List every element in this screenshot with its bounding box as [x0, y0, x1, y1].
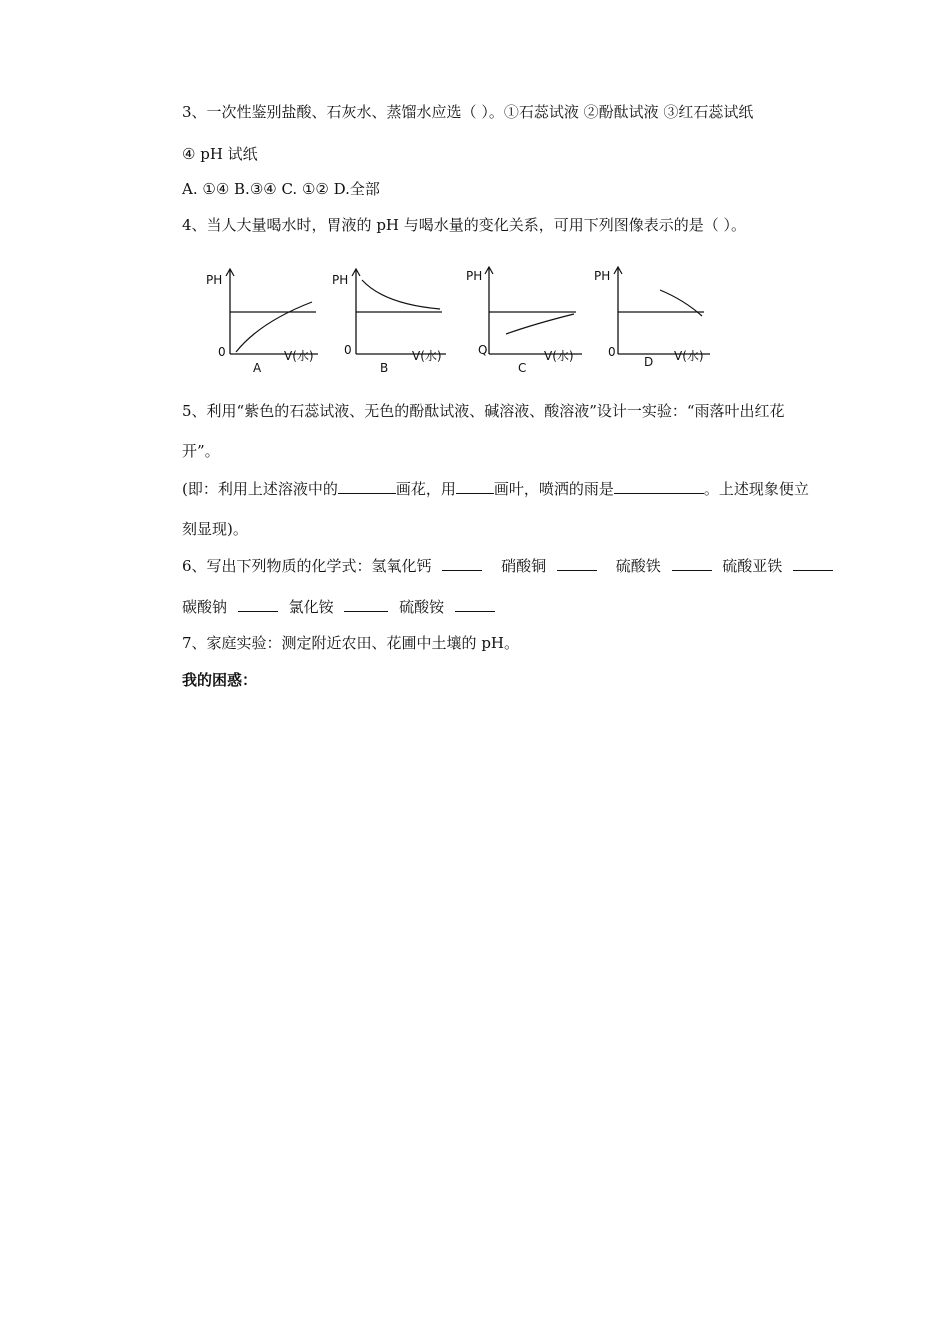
q5-text-a: (即：利用上述溶液中的 [182, 480, 338, 498]
q5-blank-rain[interactable] [614, 479, 704, 494]
q6-blank-2[interactable] [557, 556, 597, 571]
q6-blank-5[interactable] [238, 597, 278, 612]
q3-line1: 3、一次性鉴别盐酸、石灰水、蒸馏水应选（ ）。①石蕊试液 ②酚酞试液 ③红石蕊试纸 [182, 103, 754, 121]
graph-d-option: D [644, 355, 654, 369]
graph-c-origin: Q [478, 343, 488, 357]
graph-a-y-label: PH [206, 273, 223, 287]
graph-d [592, 262, 717, 380]
q5-line1: 5、利用“紫色的石蕊试液、无色的酚酞试液、碱溶液、酸溶液”设计一实验：“雨落叶出红花 [182, 402, 785, 420]
q5-text-c: 画叶，喷洒的雨是 [493, 480, 614, 498]
q4-text: 4、当人大量喝水时，胃液的 pH 与喝水量的变化关系，可用下列图像表示的是（ ）。 [182, 216, 747, 234]
graph-c-y-label: PH [466, 269, 483, 283]
graph-c [464, 262, 589, 380]
graph-a-option: A [253, 361, 262, 375]
q5-blank-leaf[interactable] [456, 479, 494, 494]
graph-a-origin: 0 [218, 345, 226, 359]
graph-a-x-label: V(水) [284, 349, 314, 363]
q6-row2 [182, 597, 495, 617]
graph-d-y-label: PH [594, 269, 611, 283]
q5-text-d: 。上述现象便立 [703, 480, 809, 498]
graph-b [328, 262, 453, 380]
q3-line2: ④ pH 试纸 [182, 145, 258, 163]
graph-b-origin: 0 [344, 343, 352, 357]
graph-a [200, 262, 325, 380]
graph-c-option: C [518, 361, 527, 375]
q5-line3 [182, 479, 809, 499]
q6-item-ammonium-sulfate: 硫酸铵 [399, 598, 445, 616]
q6-item-sodium-carbonate: 碳酸钠 [182, 598, 228, 616]
q6-blank-7[interactable] [455, 597, 495, 612]
q6-blank-6[interactable] [344, 597, 388, 612]
graph-d-origin: 0 [608, 345, 616, 359]
q3-options: A. ①④ B.③④ C. ①② D.全部 [182, 180, 380, 198]
graph-b-y-label: PH [332, 273, 349, 287]
q6-item-copper-nitrate: 硝酸铜 [501, 557, 547, 575]
q6-item-iron-sulfate: 硫酸铁 [615, 557, 661, 575]
q6-blank-4[interactable] [793, 556, 833, 571]
q6-blank-3[interactable] [672, 556, 712, 571]
q6-blank-1[interactable] [442, 556, 482, 571]
q4-graphs [200, 262, 720, 380]
graph-c-x-label: V(水) [544, 349, 574, 363]
q6-item-ammonium-chloride: 氯化铵 [288, 598, 334, 616]
q7-text: 7、家庭实验：测定附近农田、花圃中土壤的 pH。 [182, 634, 519, 652]
graph-b-x-label: V(水) [412, 349, 442, 363]
q6-intro: 6、写出下列物质的化学式： [182, 557, 372, 575]
q5-blank-flower[interactable] [338, 479, 396, 494]
confusion-label: 我的困惑： [182, 671, 258, 689]
q6-item-calcium-hydroxide: 氢氧化钙 [371, 557, 432, 575]
q5-line4: 刻显现)。 [182, 520, 248, 538]
q5-text-b: 画花，用 [395, 480, 456, 498]
graph-d-x-label: V(水) [674, 349, 704, 363]
q6-row1 [182, 556, 833, 576]
q5-line2: 开”。 [182, 442, 220, 460]
q6-item-ferrous-sulfate: 硫酸亚铁 [722, 557, 783, 575]
graph-b-option: B [380, 361, 389, 375]
